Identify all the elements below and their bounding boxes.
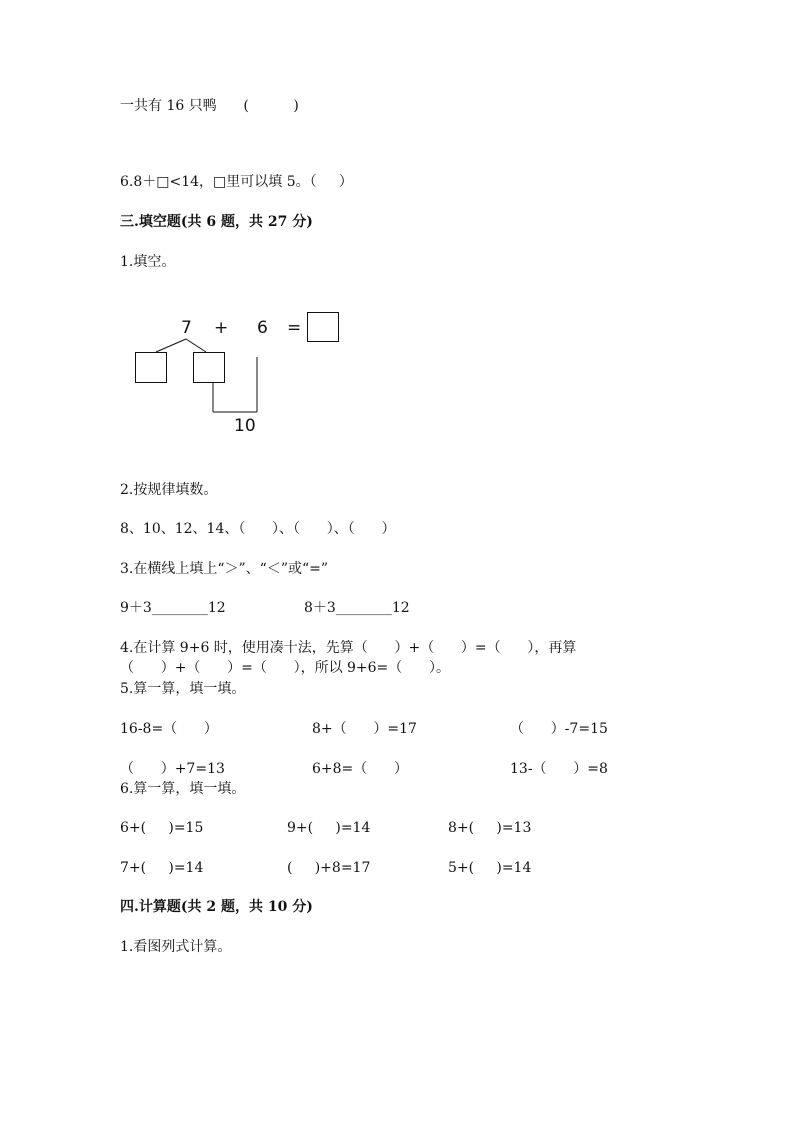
fill-question-5: 5.算一算，填一填。 xyxy=(120,681,246,697)
split-box-left[interactable] xyxy=(135,352,167,383)
ten-label: 10 xyxy=(234,416,256,436)
addend-7: 7 xyxy=(181,318,192,338)
number-sequence: 8、10、12、14、（ ）、（ ）、（ ） xyxy=(120,521,396,537)
fill-question-3: 3.在横线上填上“＞”、“＜”或“=” xyxy=(120,561,329,577)
duck-count-line: 一共有 16 只鸭 ( ) xyxy=(120,98,299,114)
compare-a: 9＋3________12 xyxy=(120,600,226,616)
q6-item-c: 8+( )=13 xyxy=(448,820,532,836)
split-ten-diagram xyxy=(120,300,360,440)
q6-item-f: 5+( )=14 xyxy=(448,860,532,876)
q6-item-e: ( )+8=17 xyxy=(287,860,371,876)
equals-sign: = xyxy=(287,318,302,338)
section3-title: 三.填空题(共 6 题，共 27 分) xyxy=(120,214,313,230)
addend-6: 6 xyxy=(257,318,268,338)
fill-question-6: 6.算一算，填一填。 xyxy=(120,781,246,797)
q5-item-c: （ ）-7=15 xyxy=(510,721,608,737)
judge-question-6: 6.8＋□<14，□里可以填 5。（ ） xyxy=(120,174,353,190)
q6-item-b: 9+( )=14 xyxy=(287,820,371,836)
q6-item-d: 7+( )=14 xyxy=(120,860,204,876)
calc-question-1: 1.看图列式计算。 xyxy=(120,939,232,955)
fill-question-4-line1: 4.在计算 9+6 时，使用凑十法，先算（ ）+（ ）=（ ），再算 xyxy=(120,640,577,656)
fill-question-4-line2: （ ）+（ ）=（ ），所以 9+6=（ ）。 xyxy=(120,660,450,676)
compare-b: 8＋3________12 xyxy=(304,600,410,616)
q5-item-e: 6+8=（ ） xyxy=(312,761,408,777)
section4-title: 四.计算题(共 2 题，共 10 分) xyxy=(120,899,313,915)
plus-sign: + xyxy=(214,318,229,338)
q5-item-a: 16-8=（ ） xyxy=(120,721,218,737)
fill-question-2: 2.按规律填数。 xyxy=(120,482,218,498)
fill-question-1: 1.填空。 xyxy=(120,254,176,270)
split-box-right[interactable] xyxy=(193,352,225,383)
q5-item-d: （ ）+7=13 xyxy=(120,761,225,777)
q6-item-a: 6+( )=15 xyxy=(120,820,204,836)
q5-item-f: 13-（ ）=8 xyxy=(510,761,608,777)
q5-item-b: 8+（ ）=17 xyxy=(312,721,417,737)
